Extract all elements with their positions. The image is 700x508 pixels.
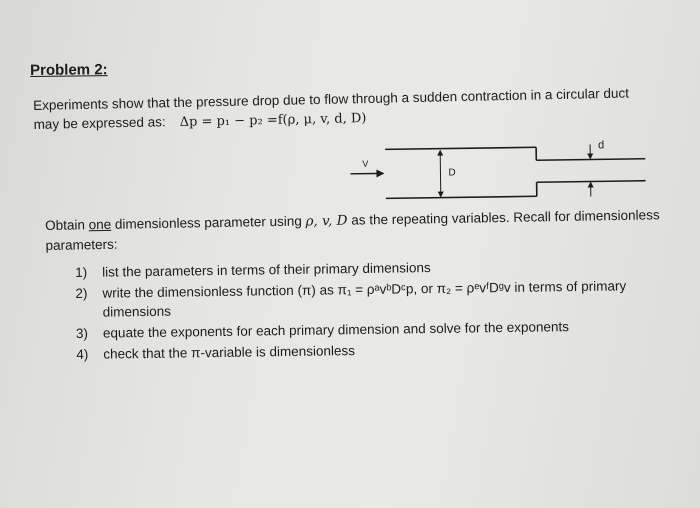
large-diameter-label: D bbox=[448, 167, 456, 179]
step-text: write the dimensionless function (π) as π₁ = ρᵃvᵇDᶜp, or π₂ = ρᵉvᶠDᵍv in terms of primary dimensions bbox=[102, 278, 627, 320]
step-number: 1) bbox=[75, 264, 88, 280]
step-text: list the parameters in terms of their primary dimensions bbox=[102, 260, 431, 280]
sudden-contraction-diagram bbox=[340, 136, 661, 210]
large-diameter-arrow-bottom bbox=[438, 192, 444, 198]
small-duct-bottom-wall bbox=[537, 181, 646, 183]
problem-intro bbox=[33, 83, 674, 135]
step-number: 2) bbox=[75, 285, 88, 301]
pressure-drop-equation: Δp = p₁ − p₂ =f(ρ, μ, v, d, D) bbox=[179, 111, 367, 130]
large-duct-top-wall bbox=[385, 147, 536, 149]
small-diameter-arrow-top bbox=[587, 153, 593, 159]
intro-line-2: may be expressed as: bbox=[33, 114, 166, 132]
large-diameter-arrow-top bbox=[437, 150, 443, 156]
intro-line-1: Experiments show that the pressure drop due to flow through a sudden contraction in a circular duct bbox=[33, 85, 630, 113]
large-diameter-line bbox=[440, 155, 441, 194]
step-number: 4) bbox=[76, 346, 89, 362]
steps-list bbox=[75, 255, 676, 366]
step-number: 3) bbox=[75, 325, 89, 341]
task-statement: Obtain one dimensionless parameter using ρ, v, D as the repeating variables. Recall for dimensionless parameters: bbox=[45, 207, 660, 253]
large-duct-bottom-wall bbox=[386, 196, 537, 198]
step-text: check that the π-variable is dimensionless bbox=[103, 343, 356, 362]
repeating-variables: ρ, v, D bbox=[305, 212, 348, 230]
task-emphasis: one bbox=[88, 216, 112, 233]
step-text: equate the exponents for each primary dimension and solve for the exponents bbox=[102, 319, 570, 341]
list-item bbox=[75, 276, 675, 322]
small-diameter-arrow-bottom bbox=[588, 181, 594, 187]
small-diameter-label: d bbox=[598, 139, 605, 152]
flow-arrow-head bbox=[376, 169, 384, 177]
problem-title: Problem 2: bbox=[30, 61, 108, 79]
small-duct-top-wall bbox=[536, 159, 645, 161]
velocity-label: V bbox=[362, 158, 369, 169]
